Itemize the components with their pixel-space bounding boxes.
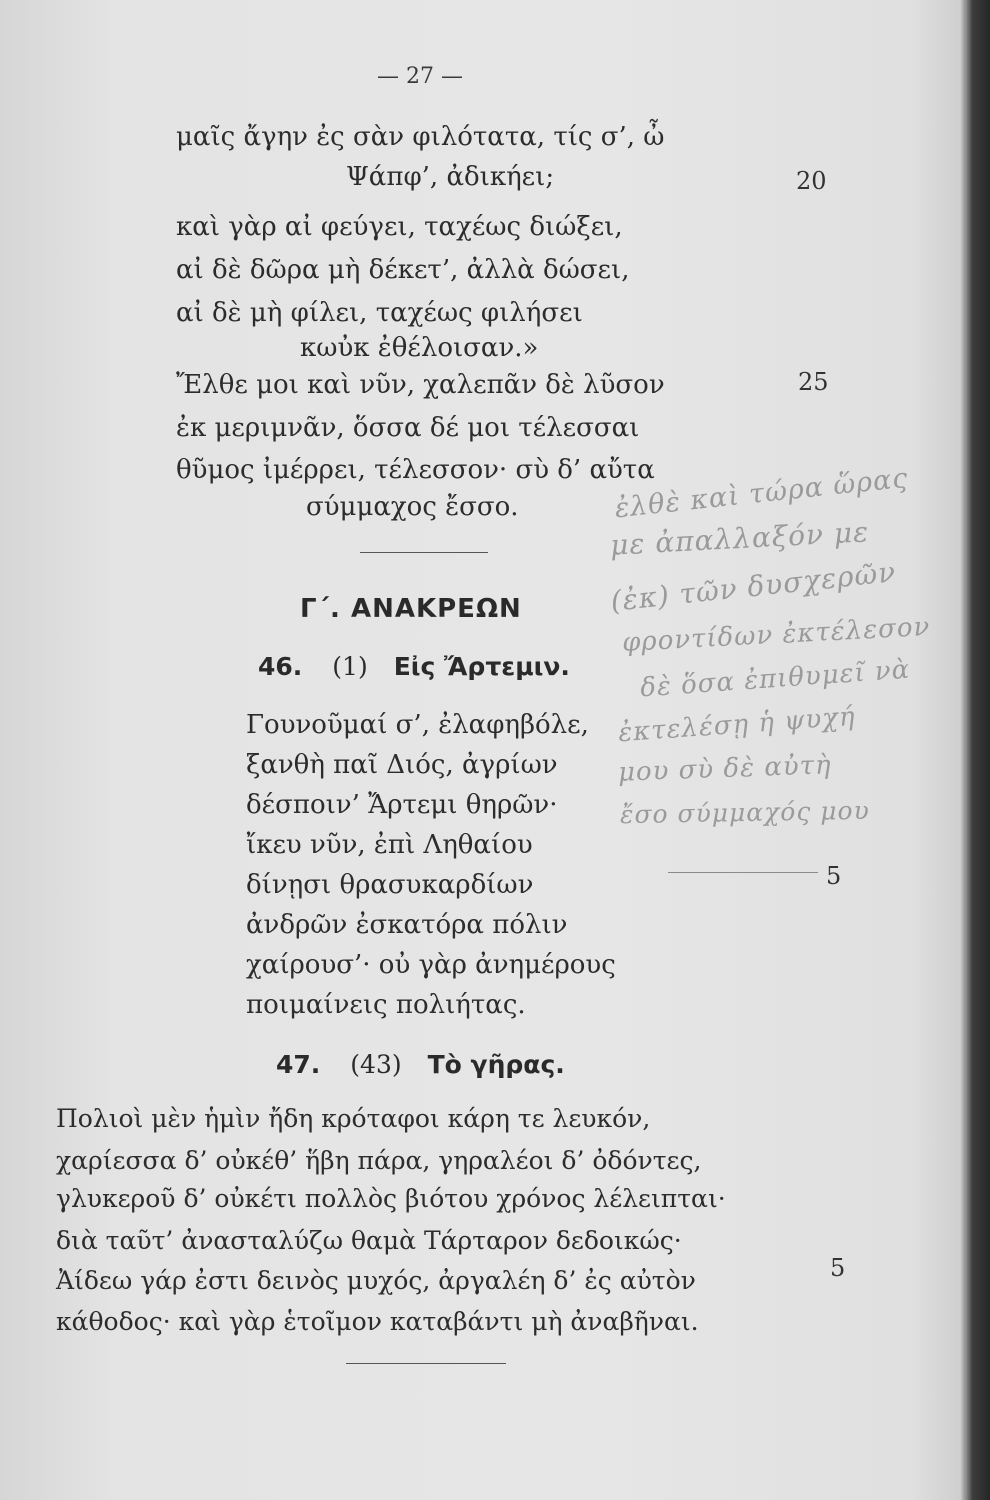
line-number: 5 (826, 862, 842, 890)
verse-line: Ἀίδεω γάρ ἐστι δεινὸς μυχός, ἀργαλέη δ’ ἐς αὐτὸν (56, 1266, 696, 1295)
verse-line: ἐκ μεριμνᾶν, ὅσσα δέ μοι τέλεσσαι (176, 413, 640, 443)
verse-line: αἰ δὲ μὴ φίλει, ταχέως φιλήσει (176, 298, 583, 328)
verse-line: Ἔλθε μοι καὶ νῦν, χαλεπᾶν δὲ λῦσον (176, 370, 665, 400)
verse-line: γλυκεροῦ δ’ οὐκέτι πολλὸς βιότου χρόνος λέλειπται· (56, 1184, 726, 1213)
handwritten-line: δὲ ὅσα ἐπιθυμεῖ νὰ (639, 654, 912, 704)
section-divider (346, 1363, 506, 1364)
verse-line: θῦμος ἰμέρρει, τέλεσσον· σὺ δ’ αὔτα (176, 455, 655, 485)
verse-line: Πολιοὶ μὲν ἡμὶν ἤδη κρόταφοι κάρη τε λευκόν, (56, 1104, 651, 1133)
pencil-underline (668, 872, 818, 873)
verse-line: καὶ γὰρ αἰ φεύγει, ταχέως διώξει, (176, 212, 623, 242)
handwritten-line: ἐκτελέσῃ ἡ ψυχή (617, 701, 857, 749)
verse-line: ἀνδρῶν ἐσκατόρα πόλιν (246, 910, 568, 940)
handwritten-line: ἔσο σύμμαχός μου (619, 795, 870, 830)
verse-line: Γουνοῦμαί σ’, ἐλαφηβόλε, (246, 710, 589, 740)
poem-heading (258, 652, 570, 681)
verse-line: χαρίεσσα δ’ οὐκέθ’ ἥβη πάρα, γηραλέοι δ’ ὀδόντες, (56, 1146, 702, 1175)
line-number: 5 (830, 1254, 846, 1282)
handwritten-line: μου σὺ δὲ αὐτὴ (617, 750, 833, 788)
poem-title: Τὸ γῆρας. (427, 1050, 565, 1079)
verse-line: χαίρουσ’· οὐ γὰρ ἀνημέρους (246, 950, 616, 980)
handwritten-line: ἐλθὲ καὶ τώρα ὥρας (613, 462, 910, 525)
poem-reference: (1) (332, 652, 368, 681)
section-title: Γ΄. ΑΝΑΚΡΕΩΝ (300, 594, 522, 624)
verse-line: κωὐκ ἐθέλοισαν.» (300, 333, 539, 363)
verse-line: αἰ δὲ δῶρα μὴ δέκετ’, ἀλλὰ δώσει, (176, 255, 630, 285)
verse-line: ξανθὴ παῖ Διός, ἀγρίων (246, 750, 558, 780)
poem-number: 46. (258, 652, 303, 681)
verse-line: δέσποιν’ Ἄρτεμι θηρῶν· (246, 790, 558, 820)
line-number: 25 (798, 368, 829, 396)
page-number: — 27 — (377, 64, 463, 89)
verse-line: δίνῃσι θρασυκαρδίων (246, 870, 534, 900)
poem-reference: (43) (350, 1050, 402, 1079)
poem-number: 47. (276, 1050, 321, 1079)
line-number: 20 (796, 167, 827, 195)
handwritten-line: φροντίδων ἐκτέλεσον (621, 611, 932, 659)
handwritten-line: (ἐκ) τῶν δυσχερῶν (609, 555, 898, 618)
verse-line: ἴκευ νῦν, ἐπὶ Ληθαίου (246, 830, 533, 860)
verse-line: κάθοδος· καὶ γὰρ ἑτοῖμον καταβάντι μὴ ἀναβῆναι. (56, 1307, 699, 1336)
page-binding-edge (965, 0, 990, 1500)
verse-line: σύμμαχος ἔσσο. (306, 492, 519, 522)
verse-line: ποιμαίνεις πολιήτας. (246, 990, 526, 1020)
poem-title: Εἰς Ἄρτεμιν. (393, 652, 570, 681)
handwritten-annotation (609, 462, 965, 848)
verse-line: διὰ ταῦτ’ ἀνασταλύζω θαμὰ Τάρταρον δεδοικώς· (56, 1226, 682, 1255)
verse-line: μαῖς ἄγην ἐς σὰν φιλότατα, τίς σ’, ὦ (176, 122, 665, 152)
verse-line: Ψάπφ’, ἀδικήει; (346, 162, 555, 192)
handwritten-line: με ἀπαλλαξόν με (609, 515, 870, 562)
poem-heading (276, 1050, 565, 1079)
section-divider (360, 552, 488, 553)
